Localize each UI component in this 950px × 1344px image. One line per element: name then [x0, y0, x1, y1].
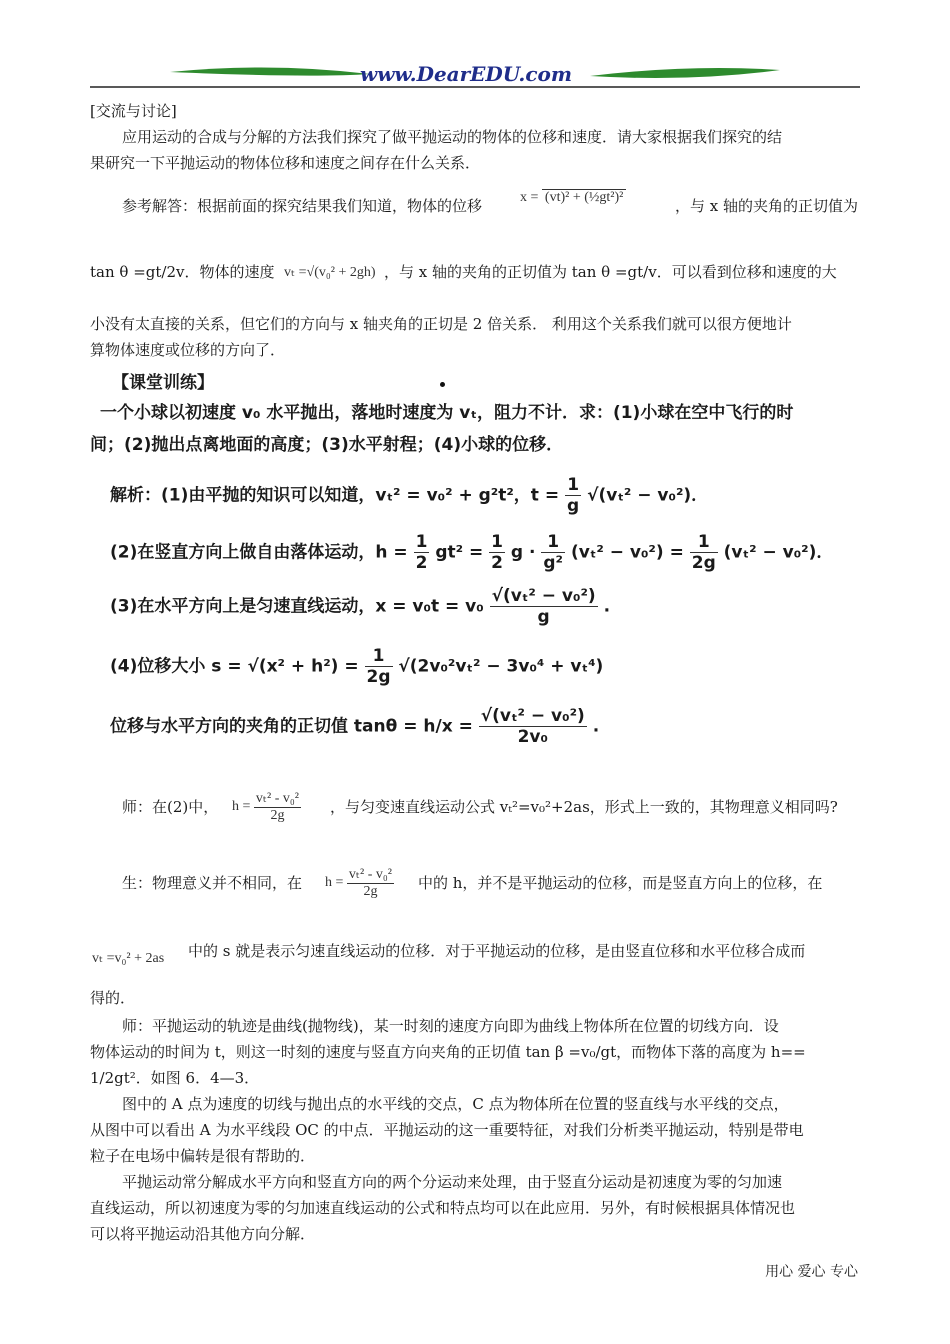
header-banner	[90, 60, 860, 90]
teacher1-suffix: ，与匀变速直线运动公式 vₜ²=v₀²+2as，形式上一致的，其物理意义相同吗?	[330, 798, 838, 816]
period: .	[603, 596, 611, 617]
teacher2-line1: 师：平抛运动的轨迹是曲线(抛物线)，某一时刻的速度方向即为曲线上物体所在位置的切线方向．设	[122, 1017, 779, 1035]
solution-step1-a: 解析：(1)由平抛的知识可以知道，vₜ² = v₀² + g²t²，t =	[110, 485, 560, 506]
frac-den: 2v₀	[517, 727, 548, 747]
frac-num: 1	[565, 475, 581, 496]
solution-step1	[110, 475, 708, 516]
discussion-heading: [交流与讨论]	[90, 102, 177, 120]
solution-step1-b: √(vₜ² − v₀²)．	[587, 485, 709, 506]
h-lhs: h =	[325, 875, 344, 891]
teacher1-prefix: 师：在(2)中，	[122, 798, 219, 816]
last-para-line1: 平抛运动常分解成水平方向和竖直方向的两个分运动来处理，由于竖直分运动是初速度为零的匀加速	[122, 1173, 783, 1191]
x-formula-lhs: x =	[520, 190, 539, 205]
frac-1-over-2g	[690, 532, 718, 573]
tan-half-line: tan θ =gt/2v．物体的速度	[90, 263, 275, 281]
h-num: vₜ² - v₀²	[348, 867, 392, 882]
solution-step2-e: (vₜ² − v₀²)．	[723, 542, 834, 563]
frac-num: √(vₜ² − v₀²)	[491, 586, 596, 606]
frac-num: 1	[365, 646, 393, 667]
h-frac	[347, 866, 394, 900]
frac-num: 1	[541, 532, 565, 553]
question-line1: 一个小球以初速度 v₀ 水平抛出，落地时速度为 vₜ，阻力不计．求：(1)小球在空中飞行的时	[100, 403, 794, 423]
h-formula-2	[325, 866, 394, 900]
frac-den: g²	[543, 553, 564, 573]
last-para-line2: 直线运动，所以初速度为零的匀加速直线运动的公式和特点均可以在此应用．另外，有时候根据具体情况也	[90, 1199, 796, 1217]
solution-step5	[110, 706, 599, 747]
velocity-formula: vₜ =√(v₀² + 2gh)	[284, 265, 376, 280]
last-para-line3: 可以将平抛运动沿其他方向分解．	[90, 1225, 316, 1243]
period: .	[592, 716, 600, 737]
student-suffix: 中的 h，并不是平抛运动的位移，而是竖直方向上的位移，在	[418, 874, 823, 892]
solution-step4-a: (4)位移大小 s = √(x² + h²) =	[110, 656, 359, 677]
solution-step2-b: gt² =	[435, 542, 484, 563]
frac-1-over-g2	[541, 532, 565, 573]
frac-root-over-g	[490, 586, 598, 627]
teacher2-line3: 1/2gt²．如图 6．4—3．	[90, 1069, 260, 1087]
footer-motto: 用心 爱心 专心	[765, 1264, 858, 1280]
frac-den: 2g	[366, 667, 391, 687]
frac-1-over-g	[565, 475, 581, 516]
displacement-formula	[520, 190, 626, 206]
h-den: 2g	[270, 808, 285, 823]
solution-step3	[110, 586, 610, 627]
student-line2: 中的 s 就是表示匀速直线运动的位移．对于平抛运动的位移，是由竖直位移和水平位移合成而	[188, 942, 806, 960]
solution-step4-b: √(2v₀²vₜ² − 3v₀⁴ + vₜ⁴)	[398, 656, 604, 677]
vt-equation: vₜ =v₀² + 2as	[92, 951, 165, 966]
fig-para-line2: 从图中可以看出 A 为水平线段 OC 的中点．平抛运动的这一重要特征，对我们分析类平抛运动，特别是带电	[90, 1121, 804, 1139]
solution-step2-a: (2)在竖直方向上做自由落体运动，h =	[110, 542, 408, 563]
answer-prefix: 参考解答：根据前面的探究结果我们知道，物体的位移	[122, 197, 483, 215]
frac-den: g	[567, 496, 580, 516]
frac-den: g	[537, 607, 550, 627]
x-formula-body: (vt)² + (½gt²)²	[542, 189, 626, 205]
h-frac	[254, 790, 301, 824]
tan-full-line: ，与 x 轴的夹角的正切值为 tan θ =gt/v．可以看到位移和速度的大	[384, 263, 837, 281]
frac-den: 2	[415, 553, 428, 573]
section1-line5: 算物体速度或位移的方向了．	[90, 341, 286, 359]
frac-num: 1	[491, 532, 503, 552]
frac-num: 1	[690, 532, 718, 553]
solution-step3-a: (3)在水平方向上是匀速直线运动，x = v₀t = v₀	[110, 596, 484, 617]
fig-para-line3: 粒子在电场中偏转是很有帮助的．	[90, 1147, 316, 1165]
h-formula-1	[232, 790, 301, 824]
h-num: vₜ² - v₀²	[255, 791, 299, 806]
answer-suffix: ，与 x 轴的夹角的正切值为	[675, 197, 858, 215]
frac-den: 2g	[691, 553, 716, 573]
section1-para-line2: 果研究一下平抛运动的物体位移和速度之间存在什么关系．	[90, 154, 481, 172]
frac-1-over-2g-s4	[365, 646, 393, 687]
frac-1-over-2b	[489, 532, 505, 573]
frac-1-over-2a	[414, 532, 430, 573]
h-den: 2g	[363, 884, 378, 899]
question-line2: 间；(2)抛出点离地面的高度；(3)水平射程；(4)小球的位移．	[90, 435, 564, 455]
frac-num: 1	[415, 532, 428, 552]
training-heading: 【课堂训练】	[112, 373, 214, 393]
teacher2-line2: 物体运动的时间为 t，则这一时刻的速度与竖直方向夹角的正切值 tan β =v₀/gt，而物体下落的高度为 h==	[90, 1043, 806, 1061]
frac-num: √(vₜ² − v₀²)	[480, 706, 585, 726]
solution-step2	[110, 532, 833, 573]
frac-root-over-2v0	[479, 706, 587, 747]
solution-step2-d: (vₜ² − v₀²) =	[570, 542, 684, 563]
section1-para-line1: 应用运动的合成与分解的方法我们探究了做平抛运动的物体的位移和速度．请大家根据我们探究的结	[122, 128, 783, 146]
fig-para-line1: 图中的 A 点为速度的切线与抛出点的水平线的交点，C 点为物体所在位置的竖直线与水平线的交点，	[122, 1095, 789, 1113]
stray-dot	[440, 382, 445, 387]
solution-step2-c: g ·	[510, 542, 536, 563]
solution-step4	[110, 646, 603, 687]
section1-line4: 小没有太直接的关系，但它们的方向与 x 轴夹角的正切是 2 倍关系． 利用这个关系我们就可以很方便地计	[90, 315, 792, 333]
header-logo-text: www.DearEDU.com	[360, 62, 573, 86]
student-line3: 得的．	[90, 989, 136, 1007]
solution-step5-a: 位移与水平方向的夹角的正切值 tanθ = h/x =	[110, 716, 473, 737]
h-lhs: h =	[232, 799, 251, 815]
frac-den: 2	[491, 553, 503, 573]
student-prefix: 生：物理意义并不相同，在	[122, 874, 303, 892]
